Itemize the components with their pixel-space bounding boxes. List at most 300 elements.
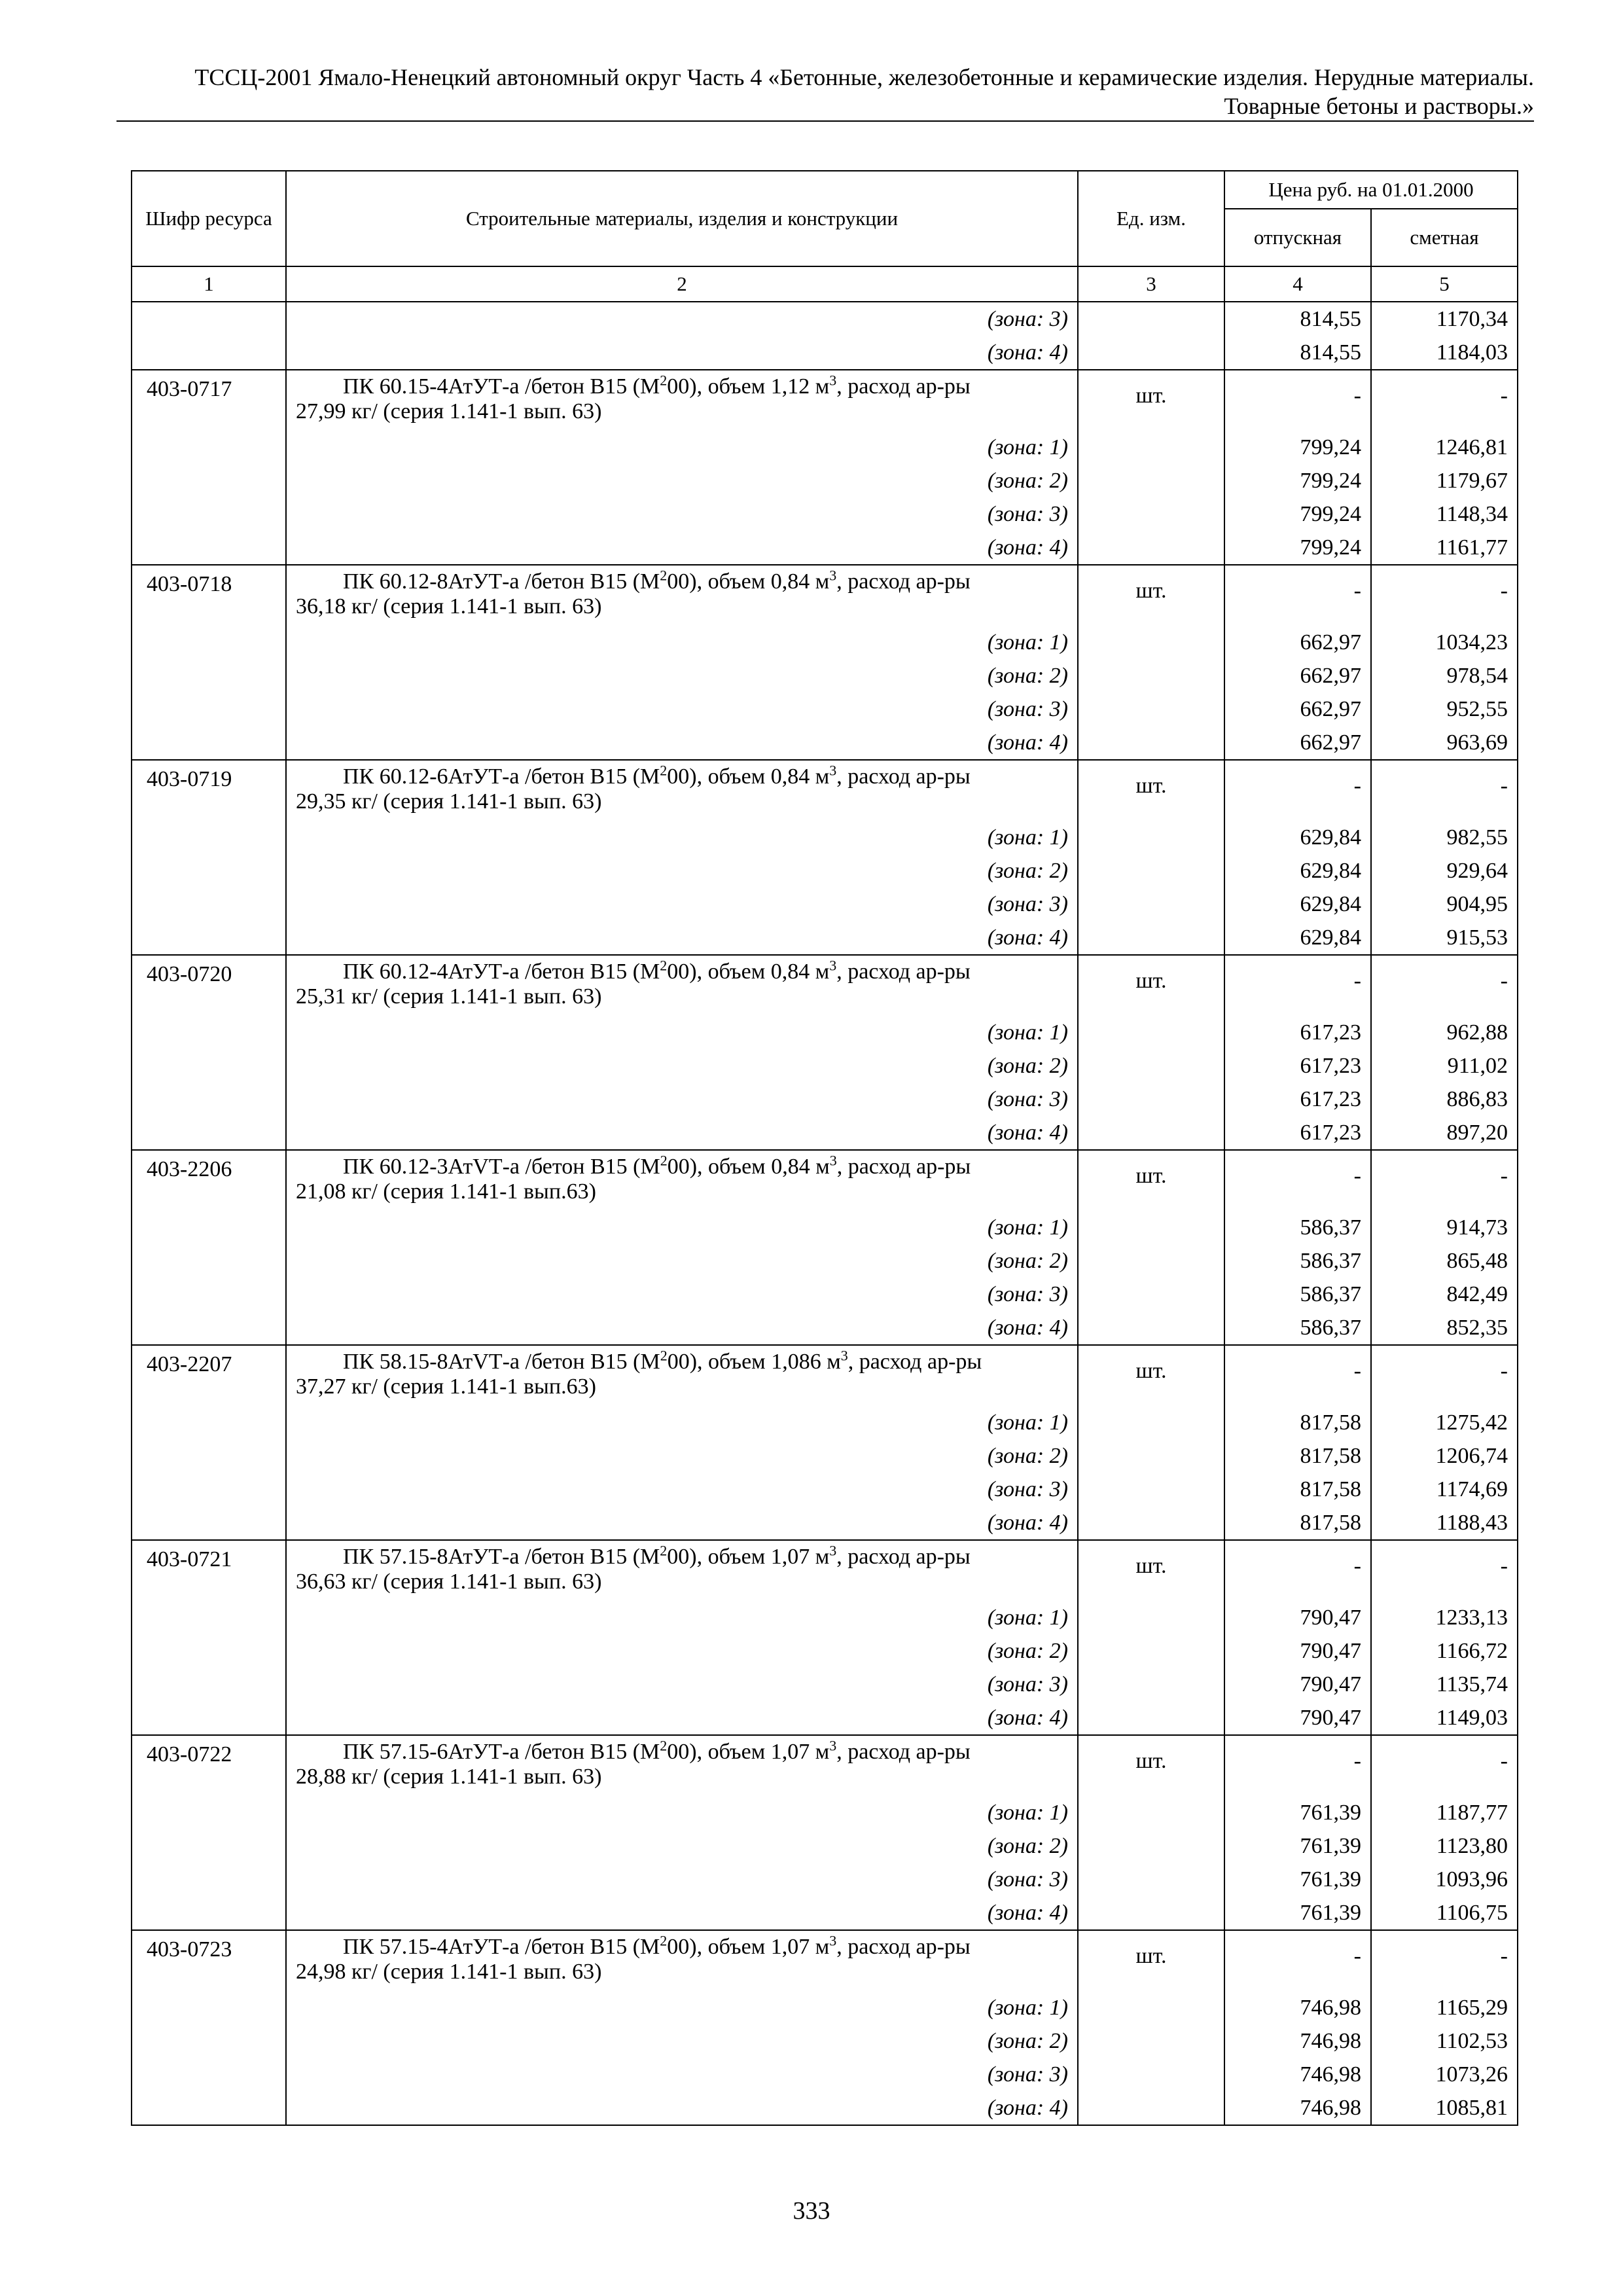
- empty-cell: [132, 464, 286, 497]
- zone-row: [132, 692, 1518, 726]
- release-price: -: [1224, 760, 1371, 821]
- header-rule: [116, 120, 1534, 122]
- zone-label: (зона: 3): [286, 2058, 1078, 2091]
- release-price: -: [1224, 1930, 1371, 1991]
- empty-cell: [132, 1796, 286, 1829]
- zone-label: (зона: 3): [286, 497, 1078, 531]
- release-price: 629,84: [1224, 921, 1371, 955]
- empty-cell: [132, 1991, 286, 2024]
- estimate-price: -: [1371, 955, 1518, 1016]
- empty-cell: [132, 1244, 286, 1278]
- superscript: 3: [840, 1347, 848, 1364]
- estimate-price: 1102,53: [1371, 2024, 1518, 2058]
- description-text: , расход ар-ры: [847, 1350, 982, 1374]
- header-line-1: ТССЦ-2001 Ямало-Ненецкий автономный округ Часть 4 «Бетонные, железобетонные и керамические изделия. Нерудные материалы.: [194, 64, 1534, 90]
- zone-label: (зона: 3): [286, 692, 1078, 726]
- empty-cell: [1078, 1701, 1224, 1735]
- release-price: 817,58: [1224, 1473, 1371, 1506]
- description-text: ПК 57.15-4АтУТ-а /бетон В15 (М: [343, 1935, 660, 1959]
- release-price: 799,24: [1224, 531, 1371, 565]
- item-description: [286, 1150, 1078, 1211]
- zone-label: (зона: 1): [286, 821, 1078, 854]
- estimate-price: 1206,74: [1371, 1439, 1518, 1473]
- zone-row: [132, 1406, 1518, 1439]
- superscript: 2: [660, 1542, 668, 1559]
- zone-label: (зона: 2): [286, 659, 1078, 692]
- zone-label: (зона: 2): [286, 854, 1078, 888]
- empty-cell: [1078, 1634, 1224, 1668]
- description-line-1: [296, 1347, 1068, 1374]
- empty-cell: [132, 1634, 286, 1668]
- release-price: -: [1224, 1735, 1371, 1796]
- estimate-price: 1093,96: [1371, 1863, 1518, 1896]
- empty-cell: [1078, 464, 1224, 497]
- zone-row: [132, 1863, 1518, 1896]
- release-price: 586,37: [1224, 1211, 1371, 1244]
- estimate-price: 1085,81: [1371, 2091, 1518, 2125]
- release-price: 817,58: [1224, 1506, 1371, 1540]
- empty-cell: [132, 821, 286, 854]
- release-price: -: [1224, 370, 1371, 431]
- zone-label: (зона: 4): [286, 1311, 1078, 1345]
- release-price: -: [1224, 955, 1371, 1016]
- release-price: 662,97: [1224, 692, 1371, 726]
- zone-row: [132, 1278, 1518, 1311]
- estimate-price: 865,48: [1371, 1244, 1518, 1278]
- col-header-release: отпускная: [1224, 209, 1371, 266]
- zone-label: (зона: 4): [286, 921, 1078, 955]
- release-price: -: [1224, 1345, 1371, 1406]
- superscript: 3: [829, 957, 837, 974]
- zone-label: (зона: 4): [286, 1116, 1078, 1150]
- zone-row: [132, 921, 1518, 955]
- estimate-price: 982,55: [1371, 821, 1518, 854]
- unit: шт.: [1078, 760, 1224, 821]
- zone-label: (зона: 3): [286, 1473, 1078, 1506]
- item-description: [286, 1930, 1078, 1991]
- price-table: [131, 170, 1518, 2126]
- description-text: , расход ар-ры: [836, 1545, 971, 1569]
- zone-label: (зона: 3): [286, 1863, 1078, 1896]
- release-price: 662,97: [1224, 659, 1371, 692]
- superscript: 2: [660, 1152, 668, 1169]
- zone-label: (зона: 3): [286, 1278, 1078, 1311]
- description-line-2: 29,35 кг/ (серия 1.141-1 вып. 63): [296, 789, 602, 814]
- estimate-price: -: [1371, 370, 1518, 431]
- zone-row: [132, 1701, 1518, 1735]
- empty-cell: [1078, 1601, 1224, 1634]
- empty-cell: [132, 1473, 286, 1506]
- empty-cell: [1078, 854, 1224, 888]
- col-number: 2: [286, 266, 1078, 302]
- release-price: 746,98: [1224, 2024, 1371, 2058]
- empty-cell: [1078, 2024, 1224, 2058]
- empty-cell: [1078, 626, 1224, 659]
- item-row: [132, 1540, 1518, 1601]
- empty-cell: [132, 1016, 286, 1049]
- superscript: 3: [829, 372, 837, 389]
- estimate-price: 1174,69: [1371, 1473, 1518, 1506]
- empty-cell: [1078, 1406, 1224, 1439]
- release-price: 629,84: [1224, 888, 1371, 921]
- release-price: 790,47: [1224, 1701, 1371, 1735]
- release-price: 746,98: [1224, 2058, 1371, 2091]
- item-row: [132, 1930, 1518, 1991]
- description-text: 00), объем 1,086 м: [667, 1350, 841, 1374]
- release-price: 790,47: [1224, 1634, 1371, 1668]
- empty-cell: [1078, 1016, 1224, 1049]
- empty-cell: [1078, 497, 1224, 531]
- item-row: [132, 565, 1518, 626]
- release-price: 799,24: [1224, 464, 1371, 497]
- col-header-price-group: Цена руб. на 01.01.2000: [1224, 171, 1518, 209]
- empty-cell: [132, 1211, 286, 1244]
- item-description: [286, 1735, 1078, 1796]
- empty-cell: [132, 302, 286, 336]
- description-line-1: [296, 957, 1068, 984]
- superscript: 2: [660, 567, 668, 584]
- resource-code: 403-2207: [132, 1345, 286, 1406]
- zone-row: [132, 2024, 1518, 2058]
- release-price: 761,39: [1224, 1829, 1371, 1863]
- superscript: 2: [660, 1737, 668, 1754]
- description-text: ПК 60.12-3АтVТ-а /бетон В15 (М: [343, 1155, 660, 1179]
- empty-cell: [132, 1278, 286, 1311]
- empty-cell: [132, 1049, 286, 1083]
- col-header-unit: Ед. изм.: [1078, 171, 1224, 266]
- release-price: -: [1224, 1150, 1371, 1211]
- col-number: 4: [1224, 266, 1371, 302]
- zone-row: [132, 1829, 1518, 1863]
- col-header-estimate: сметная: [1371, 209, 1518, 266]
- estimate-price: 852,35: [1371, 1311, 1518, 1345]
- resource-code: 403-0723: [132, 1930, 286, 1991]
- empty-cell: [132, 1601, 286, 1634]
- unit: шт.: [1078, 1540, 1224, 1601]
- empty-cell: [1078, 2091, 1224, 2125]
- zone-row: [132, 1311, 1518, 1345]
- description-text: 00), объем 0,84 м: [667, 1155, 830, 1179]
- zone-row: [132, 1668, 1518, 1701]
- estimate-price: 904,95: [1371, 888, 1518, 921]
- description-text: , расход ар-ры: [836, 569, 971, 594]
- description-text: 00), объем 0,84 м: [667, 764, 830, 789]
- release-price: 586,37: [1224, 1278, 1371, 1311]
- page-number: 333: [793, 2197, 830, 2225]
- superscript: 2: [660, 372, 668, 389]
- item-row: [132, 955, 1518, 1016]
- empty-cell: [1078, 1896, 1224, 1930]
- zone-label: (зона: 1): [286, 1991, 1078, 2024]
- release-price: 586,37: [1224, 1244, 1371, 1278]
- superscript: 3: [829, 1542, 837, 1559]
- zone-label: (зона: 1): [286, 1601, 1078, 1634]
- resource-code: 403-0720: [132, 955, 286, 1016]
- estimate-price: -: [1371, 1150, 1518, 1211]
- empty-cell: [132, 1701, 286, 1735]
- release-price: 817,58: [1224, 1406, 1371, 1439]
- resource-code: 403-0717: [132, 370, 286, 431]
- description-line-1: [296, 1152, 1068, 1179]
- empty-cell: [1078, 1991, 1224, 2024]
- empty-cell: [132, 1863, 286, 1896]
- zone-label: (зона: 2): [286, 1829, 1078, 1863]
- description-text: ПК 58.15-8АтVТ-а /бетон В15 (М: [343, 1350, 660, 1374]
- zone-row: [132, 1211, 1518, 1244]
- description-text: 00), объем 0,84 м: [667, 569, 830, 594]
- empty-cell: [1078, 336, 1224, 370]
- table-body: [132, 302, 1518, 2125]
- release-price: 629,84: [1224, 821, 1371, 854]
- estimate-price: 1275,42: [1371, 1406, 1518, 1439]
- estimate-price: 1233,13: [1371, 1601, 1518, 1634]
- resource-code: 403-0719: [132, 760, 286, 821]
- empty-cell: [1078, 1211, 1224, 1244]
- zone-label: (зона: 1): [286, 626, 1078, 659]
- estimate-price: -: [1371, 1735, 1518, 1796]
- estimate-price: 1188,43: [1371, 1506, 1518, 1540]
- description-text: 00), объем 1,07 м: [667, 1545, 830, 1569]
- zone-label: (зона: 2): [286, 1634, 1078, 1668]
- estimate-price: 1135,74: [1371, 1668, 1518, 1701]
- description-text: , расход ар-ры: [836, 1935, 971, 1959]
- resource-code: 403-0721: [132, 1540, 286, 1601]
- description-text: ПК 57.15-8АтУТ-а /бетон В15 (М: [343, 1545, 660, 1569]
- zone-row: [132, 1116, 1518, 1150]
- estimate-price: 963,69: [1371, 726, 1518, 760]
- estimate-price: 886,83: [1371, 1083, 1518, 1116]
- empty-cell: [132, 1506, 286, 1540]
- zone-row: [132, 531, 1518, 565]
- item-description: [286, 955, 1078, 1016]
- release-price: 761,39: [1224, 1863, 1371, 1896]
- superscript: 3: [829, 1932, 837, 1949]
- zone-row: [132, 854, 1518, 888]
- empty-cell: [1078, 1796, 1224, 1829]
- release-price: 586,37: [1224, 1311, 1371, 1345]
- release-price: 761,39: [1224, 1796, 1371, 1829]
- estimate-price: 1106,75: [1371, 1896, 1518, 1930]
- resource-code: 403-0718: [132, 565, 286, 626]
- zone-label: (зона: 4): [286, 1701, 1078, 1735]
- estimate-price: 911,02: [1371, 1049, 1518, 1083]
- zone-row: [132, 464, 1518, 497]
- release-price: 746,98: [1224, 1991, 1371, 2024]
- estimate-price: 842,49: [1371, 1278, 1518, 1311]
- item-description: [286, 1345, 1078, 1406]
- empty-cell: [1078, 659, 1224, 692]
- release-price: 814,55: [1224, 336, 1371, 370]
- empty-cell: [1078, 921, 1224, 955]
- empty-cell: [132, 497, 286, 531]
- empty-cell: [132, 531, 286, 565]
- superscript: 2: [660, 1932, 668, 1949]
- zone-row: [132, 821, 1518, 854]
- empty-cell: [132, 921, 286, 955]
- zone-row: [132, 1473, 1518, 1506]
- item-description: [286, 565, 1078, 626]
- description-line-2: 36,63 кг/ (серия 1.141-1 вып. 63): [296, 1570, 602, 1594]
- zone-row: [132, 1016, 1518, 1049]
- empty-cell: [1078, 1116, 1224, 1150]
- empty-cell: [132, 1896, 286, 1930]
- release-price: -: [1224, 1540, 1371, 1601]
- zone-row: [132, 726, 1518, 760]
- description-line-1: [296, 1737, 1068, 1765]
- zone-label: (зона: 1): [286, 1211, 1078, 1244]
- empty-cell: [132, 726, 286, 760]
- zone-row: [132, 888, 1518, 921]
- description-text: 00), объем 1,07 м: [667, 1740, 830, 1764]
- zone-row: [132, 659, 1518, 692]
- empty-cell: [132, 1311, 286, 1345]
- release-price: 761,39: [1224, 1896, 1371, 1930]
- unit: шт.: [1078, 955, 1224, 1016]
- description-line-2: 21,08 кг/ (серия 1.141-1 вып.63): [296, 1179, 596, 1204]
- estimate-price: 1166,72: [1371, 1634, 1518, 1668]
- empty-cell: [1078, 1049, 1224, 1083]
- empty-cell: [132, 626, 286, 659]
- description-text: , расход ар-ры: [836, 374, 971, 399]
- estimate-price: 1034,23: [1371, 626, 1518, 659]
- unit: шт.: [1078, 370, 1224, 431]
- zone-row: [132, 1634, 1518, 1668]
- release-price: -: [1224, 565, 1371, 626]
- zone-label: (зона: 2): [286, 1049, 1078, 1083]
- zone-row: [132, 2058, 1518, 2091]
- col-header-name: Строительные материалы, изделия и конструкции: [286, 171, 1078, 266]
- release-price: 617,23: [1224, 1049, 1371, 1083]
- estimate-price: 952,55: [1371, 692, 1518, 726]
- empty-cell: [1078, 1473, 1224, 1506]
- empty-cell: [1078, 1668, 1224, 1701]
- empty-cell: [1078, 1278, 1224, 1311]
- unit: шт.: [1078, 1735, 1224, 1796]
- empty-cell: [1078, 692, 1224, 726]
- col-number: 1: [132, 266, 286, 302]
- empty-cell: [1078, 1506, 1224, 1540]
- description-line-2: 25,31 кг/ (серия 1.141-1 вып. 63): [296, 984, 602, 1009]
- estimate-price: 897,20: [1371, 1116, 1518, 1150]
- zone-row: [132, 1049, 1518, 1083]
- item-row: [132, 370, 1518, 431]
- release-price: 662,97: [1224, 626, 1371, 659]
- empty-cell: [132, 2024, 286, 2058]
- zone-row: [132, 1244, 1518, 1278]
- release-price: 790,47: [1224, 1668, 1371, 1701]
- empty-cell: [1078, 431, 1224, 464]
- description-text: ПК 60.12-4АтУТ-а /бетон В15 (М: [343, 960, 660, 984]
- zone-label: (зона: 3): [286, 888, 1078, 921]
- description-line-1: [296, 764, 1068, 789]
- item-description: [286, 1540, 1078, 1601]
- estimate-price: 978,54: [1371, 659, 1518, 692]
- description-text: 00), объем 1,12 м: [667, 374, 830, 399]
- release-price: 662,97: [1224, 726, 1371, 760]
- empty-cell: [132, 692, 286, 726]
- superscript: 3: [829, 567, 837, 584]
- item-row: [132, 1345, 1518, 1406]
- description-text: , расход ар-ры: [836, 1740, 971, 1764]
- estimate-price: 1123,80: [1371, 1829, 1518, 1863]
- estimate-price: 1149,03: [1371, 1701, 1518, 1735]
- description-text: , расход ар-ры: [836, 1155, 971, 1179]
- estimate-price: -: [1371, 1540, 1518, 1601]
- superscript: 2: [660, 762, 668, 779]
- empty-cell: [1078, 1083, 1224, 1116]
- zone-label: (зона: 1): [286, 1016, 1078, 1049]
- estimate-price: 915,53: [1371, 921, 1518, 955]
- empty-cell: [1078, 821, 1224, 854]
- empty-cell: [1078, 726, 1224, 760]
- zone-label: (зона: 4): [286, 1506, 1078, 1540]
- zone-row: [132, 336, 1518, 370]
- empty-cell: [1078, 2058, 1224, 2091]
- empty-cell: [132, 1083, 286, 1116]
- table-header: [132, 171, 1518, 302]
- release-price: 617,23: [1224, 1083, 1371, 1116]
- running-header: [116, 63, 1534, 120]
- estimate-price: -: [1371, 760, 1518, 821]
- estimate-price: -: [1371, 1345, 1518, 1406]
- estimate-price: 1246,81: [1371, 431, 1518, 464]
- estimate-price: 929,64: [1371, 854, 1518, 888]
- zone-row: [132, 1796, 1518, 1829]
- description-text: ПК 57.15-6АтУТ-а /бетон В15 (М: [343, 1740, 660, 1764]
- zone-label: (зона: 2): [286, 1244, 1078, 1278]
- zone-label: (зона: 4): [286, 336, 1078, 370]
- description-line-2: 27,99 кг/ (серия 1.141-1 вып. 63): [296, 399, 602, 423]
- description-text: ПК 60.12-6АтУТ-а /бетон В15 (М: [343, 764, 660, 789]
- zone-row: [132, 1083, 1518, 1116]
- zone-label: (зона: 4): [286, 2091, 1078, 2125]
- description-line-1: [296, 1542, 1068, 1570]
- release-price: 814,55: [1224, 302, 1371, 336]
- superscript: 2: [660, 957, 668, 974]
- empty-cell: [132, 336, 286, 370]
- empty-cell: [132, 431, 286, 464]
- zone-label: (зона: 2): [286, 2024, 1078, 2058]
- description-text: , расход ар-ры: [836, 764, 971, 789]
- empty-cell: [1078, 1311, 1224, 1345]
- zone-row: [132, 1991, 1518, 2024]
- zone-label: (зона: 2): [286, 464, 1078, 497]
- zone-row: [132, 2091, 1518, 2125]
- empty-cell: [1078, 1863, 1224, 1896]
- release-price: 799,24: [1224, 497, 1371, 531]
- release-price: 629,84: [1224, 854, 1371, 888]
- empty-cell: [132, 888, 286, 921]
- estimate-price: 962,88: [1371, 1016, 1518, 1049]
- zone-label: (зона: 1): [286, 431, 1078, 464]
- description-text: 00), объем 0,84 м: [667, 960, 830, 984]
- release-price: 746,98: [1224, 2091, 1371, 2125]
- zone-row: [132, 431, 1518, 464]
- empty-cell: [132, 1439, 286, 1473]
- empty-cell: [132, 854, 286, 888]
- col-number: 5: [1371, 266, 1518, 302]
- superscript: 3: [829, 762, 837, 779]
- description-text: , расход ар-ры: [836, 960, 971, 984]
- description-line-2: 37,27 кг/ (серия 1.141-1 вып.63): [296, 1374, 596, 1399]
- superscript: 2: [660, 1347, 668, 1364]
- empty-cell: [132, 2091, 286, 2125]
- release-price: 790,47: [1224, 1601, 1371, 1634]
- zone-label: (зона: 2): [286, 1439, 1078, 1473]
- unit: шт.: [1078, 565, 1224, 626]
- item-row: [132, 1150, 1518, 1211]
- item-row: [132, 760, 1518, 821]
